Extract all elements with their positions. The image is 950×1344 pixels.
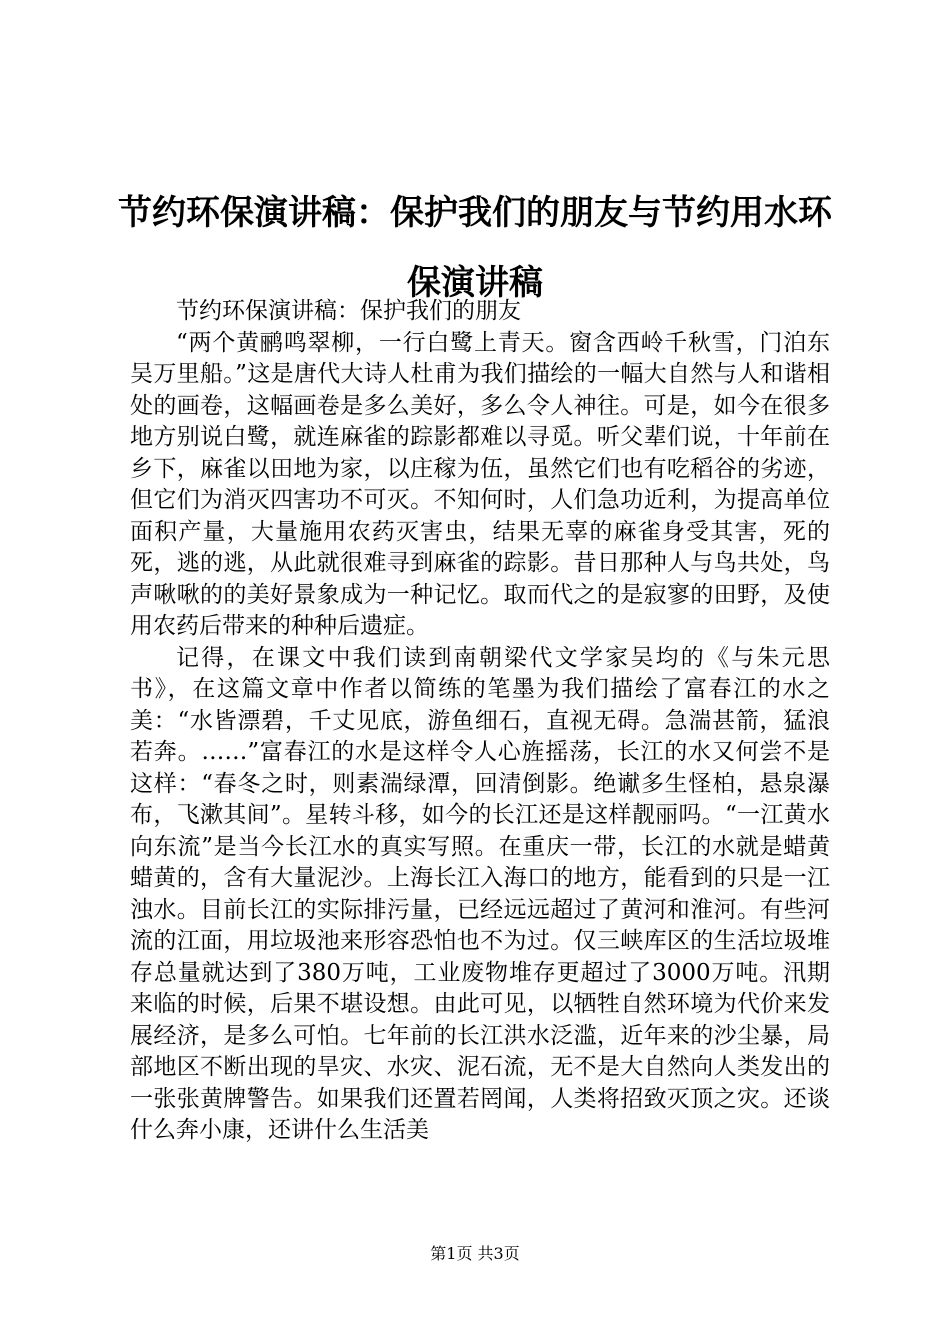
document-title: 节约环保演讲稿：保护我们的朋友与节约用水环保演讲稿 [118, 193, 832, 303]
paragraph-2: 记得，在课文中我们读到南朝梁代文学家吴均的《与朱元思书》，在这篇文章中作者以简练的笔墨为我们描绘了富春江的水之美：“水皆漂碧，千丈见底，游鱼细石，直视无碍。急湍甚箭，猛浪若奔。……”富春江的水是这样令人心旌摇荡，长江的水又何尝不是这样：“春冬之时，则素湍绿潭，回清倒影。绝谳多生怪柏，悬泉瀑布，飞漱其间”。星转斗移，如今的长江还是这样靓丽吗。“一江黄水向东流”是当今长江水的真实写照。在重庆一带，长江的水就是蜡黄蜡黄的，含有大量泥沙。上海长江入海口的地方，能看到的只是一江浊水。目前长江的实际排污量，已经远远超过了黄河和淮河。有些河流的江面，用垃圾池来形容恐怕也不为过。仅三峡库区的生活垃圾堆存总量就达到了380万吨，工业废物堆存更超过了3000万吨。汛期来临的时候，后果不堪设想。由此可见，以牺牲自然环境为代价来发展经济，是多么可怕。七年前的长江洪水泛滥，近年来的沙尘暴，局部地区不断出现的旱灾、水灾、泥石流，无不是大自然向人类发出的一张张黄牌警告。如果我们还置若罔闻，人类将招致灭顶之灾。还谈什么奔小康，还讲什么生活美 [130, 644, 830, 1143]
paragraph-1: “两个黄鹂鸣翠柳，一行白鹭上青天。窗含西岭千秋雪，门泊东吴万里船。”这是唐代大诗人杜甫为我们描绘的一幅大自然与人和谐相处的画卷，这幅画卷是多么美好，多么令人神往。可是，如今在很多地方别说白鹭，就连麻雀的踪影都难以寻觅。听父辈们说，十年前在乡下，麻雀以田地为家，以庄稼为伍，虽然它们也有吃稻谷的劣迹，但它们为消灭四害功不可灭。不知何时，人们急功近利，为提高单位面积产量，大量施用农药灭害虫，结果无辜的麻雀身受其害，死的死，逃的逃，从此就很难寻到麻雀的踪影。昔日那种人与鸟共处，鸟声啾啾的的美好景象成为一种记忆。取而代之的是寂寥的田野，及使用农药后带来的种种后遗症。 [130, 329, 830, 639]
document-subtitle: 节约环保演讲稿：保护我们的朋友 [176, 298, 521, 324]
document-body [130, 296, 830, 1147]
page-footer: 第1页 共3页 [430, 1244, 520, 1263]
